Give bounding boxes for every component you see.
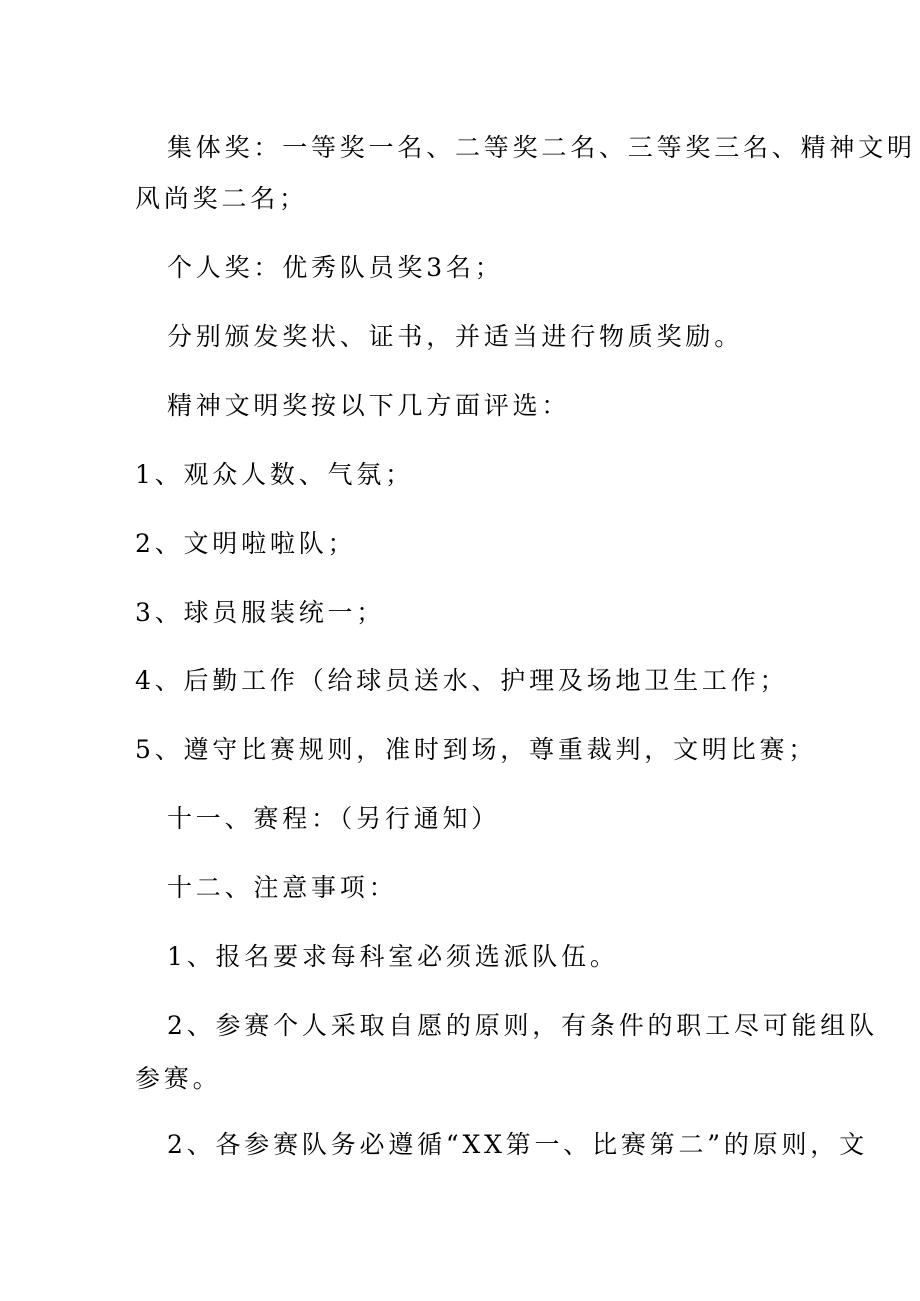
list-item-note-3: 2、各参赛队务必遵循“XX第一、比赛第二”的原则，文 (167, 1130, 868, 1159)
paragraph-collective-award-cont: 风尚奖二名； (135, 184, 308, 213)
list-item-criteria-4: 4、后勤工作（给球员送水、护理及场地卫生工作； (135, 666, 789, 695)
section-heading-schedule: 十一、赛程：（另行通知） (167, 804, 501, 833)
list-item-criteria-2: 2、文明啦啦队； (135, 529, 357, 558)
list-item-note-1: 1、报名要求每科室必须选派队伍。 (167, 942, 619, 971)
list-item-criteria-3: 3、球员服装统一； (135, 598, 386, 627)
list-item-criteria-1: 1、观众人数、气氛； (135, 460, 414, 489)
paragraph-collective-award: 集体奖：一等奖一名、二等奖二名、三等奖三名、精神文明 (167, 133, 916, 162)
list-item-note-2-cont: 参赛。 (135, 1064, 222, 1093)
list-item-criteria-5: 5、遵守比赛规则，准时到场，尊重裁判，文明比赛； (135, 735, 818, 764)
paragraph-individual-award: 个人奖：优秀队员奖3名； (167, 253, 504, 282)
paragraph-civility-criteria: 精神文明奖按以下几方面评选： (167, 391, 571, 420)
section-heading-notes: 十二、注意事项： (167, 873, 398, 902)
list-item-note-2: 2、参赛个人采取自愿的原则，有条件的职工尽可能组队 (167, 1011, 878, 1040)
paragraph-award-distribution: 分别颁发奖状、证书，并适当进行物质奖励。 (167, 322, 744, 351)
